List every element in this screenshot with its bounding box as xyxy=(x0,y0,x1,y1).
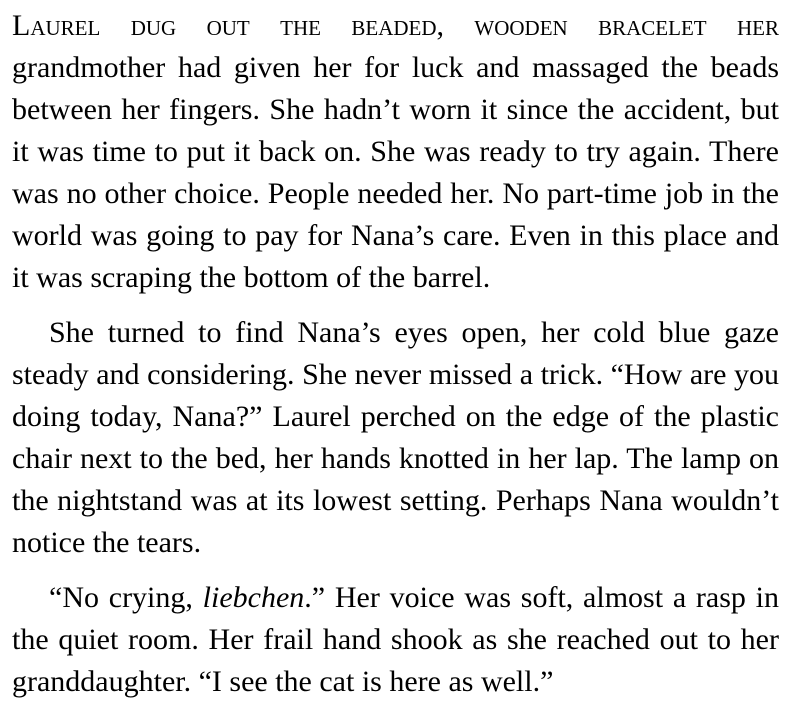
paragraph xyxy=(12,577,779,703)
text-segment: .” Her voice was soft, almost a rasp in the quiet room. Her frail hand shook as she reached out to her granddaughter. “I see the cat is here as well.” xyxy=(12,581,779,698)
small-caps-lead-text: Laurel dug out the beaded, wooden bracelet her xyxy=(12,9,779,42)
text-segment: grandmother had given her for luck and massaged the beads between her fingers. She hadn’t worn it since the accident, but it was time to put it back on. She was ready to try again. There was no other choice. People needed her. No part-time job in the world was going to pay for Nana’s care. Even in this place and it was scraping the bottom of the barrel. xyxy=(12,51,779,294)
text-segment: She turned to find Nana’s eyes open, her cold blue gaze steady and considering. She never missed a trick. “How are you doing today, Nana?” Laurel perched on the edge of the plastic chair next to the bed, her hands knotted in her lap. The lamp on the nightstand was at its lowest setting. Perhaps Nana wouldn’t notice the tears. xyxy=(12,316,779,559)
paragraph xyxy=(12,312,779,564)
italic-term: liebchen xyxy=(202,581,305,614)
text-segment: “No crying, xyxy=(49,581,203,614)
paragraph xyxy=(12,5,779,299)
